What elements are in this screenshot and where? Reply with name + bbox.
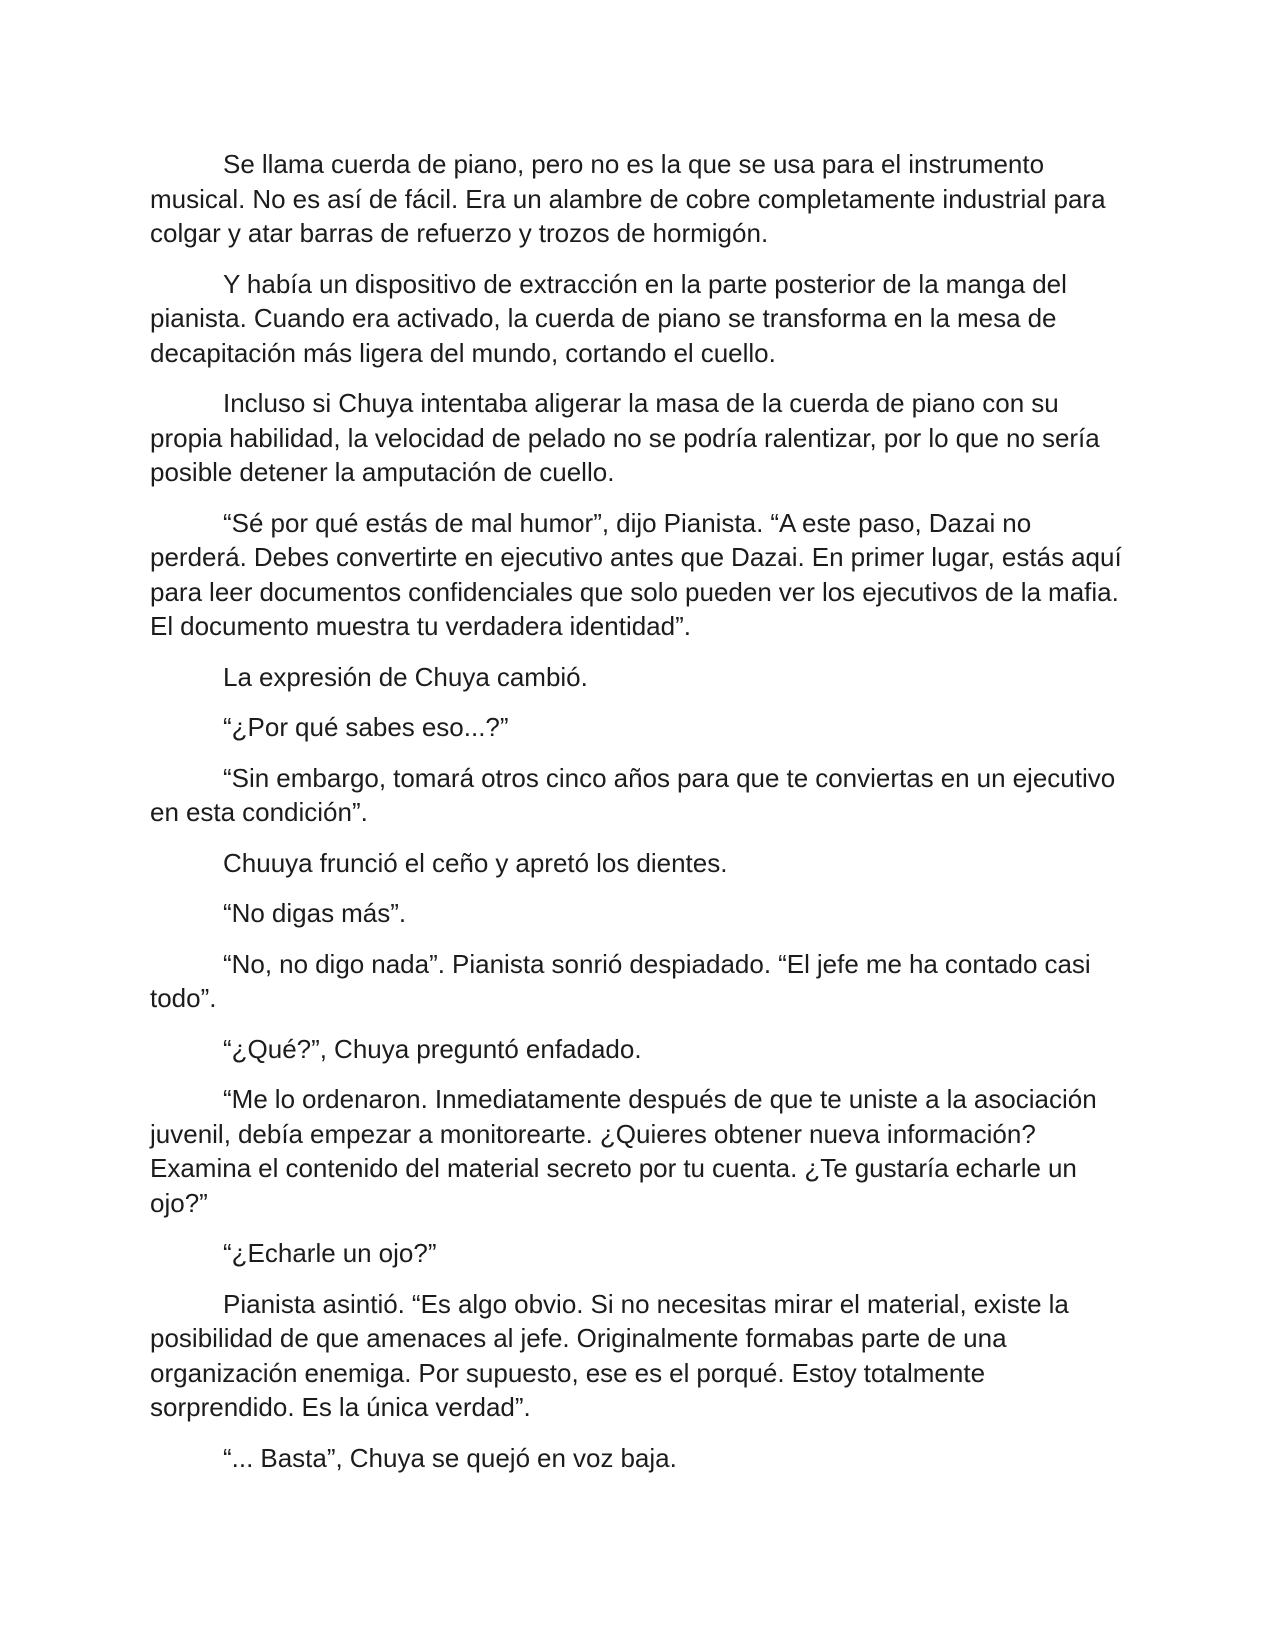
paragraph-6: “¿Por qué sabes eso...?” [223,712,509,742]
paragraph-15: “... Basta”, Chuya se quejó en voz baja. [223,1442,677,1473]
paragraph-13: “¿Echarle un ojo?” [223,1238,437,1268]
paragraph-12: “Me lo ordenaron. Inmediatamente después de que te uniste a la asociación juvenil, debía empezar a monitorearte. ¿Quieres obtener nueva información? Examina el contenido del material secreto por tu cuenta. ¿Te gustaría echarle un ojo?” [150,1084,1097,1218]
paragraph-1: Se llama cuerda de piano, pero no es la que se usa para el instrumento musical. No es así de fácil. Era un alambre de cobre completamente industrial para colgar y atar barras de refuerzo y trozos de hormigón. [150,149,1106,248]
paragraph-3: Incluso si Chuya intentaba aligerar la masa de la cuerda de piano con su propia habilidad, la velocidad de pelado no se podría ralentizar, por lo que no sería posible detener la amputación de cuello. [150,388,1100,487]
paragraph-8: Chuuya frunció el ceño y apretó los dientes. [223,847,728,878]
paragraph-2: Y había un dispositivo de extracción en la parte posterior de la manga del pianista. Cuando era activado, la cuerda de piano se transforma en la mesa de decapitación más ligera del mundo, cortando el cuello. [150,268,1067,368]
paragraph-5: La expresión de Chuya cambió. [223,661,588,692]
paragraph-7: “Sin embargo, tomará otros cinco años para que te conviertas en un ejecutivo en esta condición”. [150,762,1116,827]
document-page [150,147,1130,1491]
paragraph-11: “¿Qué?”, Chuya preguntó enfadado. [223,1033,642,1064]
paragraph-4: “Sé por qué estás de mal humor”, dijo Pianista. “A este paso, Dazai no perderá. Debes convertirte en ejecutivo antes que Dazai. En primer lugar, estás aquí para leer documentos confidenciales que solo pueden ver los ejecutivos de la mafia. El documento muestra tu verdadera identidad”. [150,507,1122,641]
paragraph-10: “No, no digo nada”. Pianista sonrió despiadado. “El jefe me ha contado casi todo”. [150,948,1091,1013]
paragraph-14: Pianista asintió. “Es algo obvio. Si no necesitas mirar el material, existe la posibilidad de que amenaces al jefe. Originalmente formabas parte de una organización enemiga. Por supuesto, ese es el porqué. Estoy totalmente sorprendido. Es la única verdad”. [150,1288,1069,1422]
paragraph-9: “No digas más”. [223,898,407,928]
